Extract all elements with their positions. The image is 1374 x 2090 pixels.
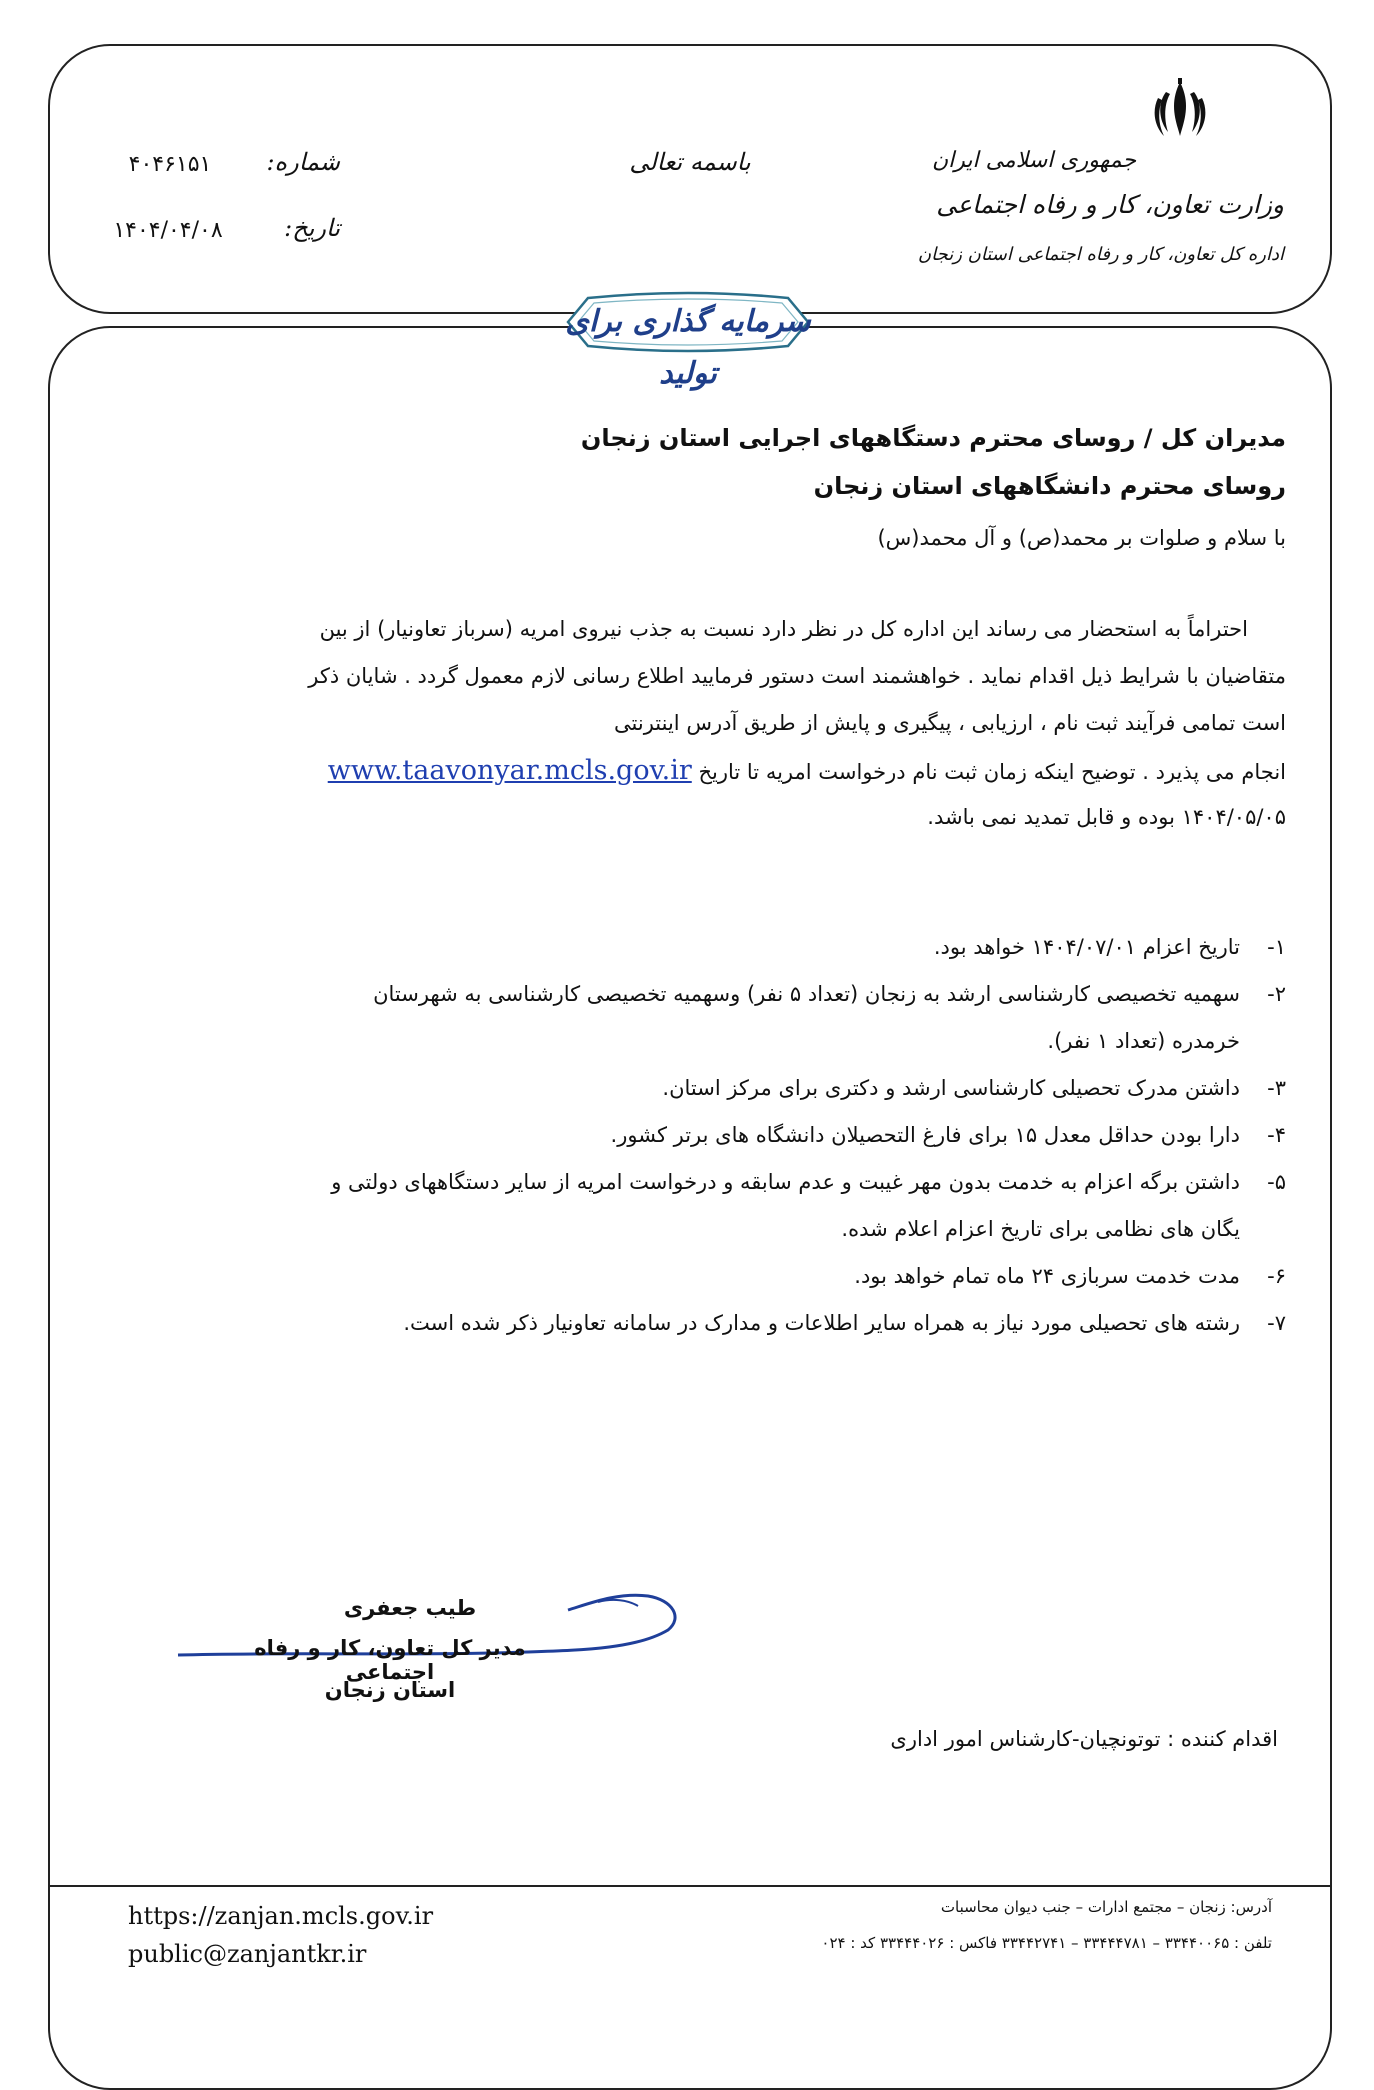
main-paragraph bbox=[86, 606, 1286, 841]
letter-date-label: تاریخ: bbox=[284, 214, 340, 242]
condition-number: ۲- bbox=[1267, 982, 1286, 1006]
paragraph-line-4 bbox=[86, 747, 1286, 794]
condition-text: دارا بودن حداقل معدل ۱۵ برای فارغ التحصیلان دانشگاه های برتر کشور. bbox=[610, 1123, 1240, 1147]
paragraph-line-5: ۱۴۰۴/۰۵/۰۵ بوده و قابل تمدید نمی باشد. bbox=[927, 805, 1286, 829]
letter-date-value: ۱۴۰۴/۰۴/۰۸ bbox=[113, 218, 223, 243]
condition-number: ۷- bbox=[1267, 1311, 1286, 1335]
addressee-line-1: مدیران کل / روسای محترم دستگاههای اجرایی استان زنجان bbox=[580, 424, 1286, 452]
condition-number: ۵- bbox=[1267, 1170, 1286, 1194]
registration-url-link[interactable]: www.taavonyar.mcls.gov.ir bbox=[327, 755, 692, 786]
condition-text: تاریخ اعزام ۱۴۰۴/۰۷/۰۱ خواهد بود. bbox=[933, 935, 1240, 959]
footer-phones: تلفن : ۳۳۴۴۰۰۶۵ – ۳۳۴۴۴۷۸۱ – ۳۳۴۴۲۷۴۱ فاکس : ۳۳۴۴۴۰۲۶ کد : ۰۲۴ bbox=[821, 1934, 1272, 1952]
condition-text: مدت خدمت سربازی ۲۴ ماه تمام خواهد بود. bbox=[854, 1264, 1240, 1288]
condition-text: داشتن برگه اعزام به خدمت بدون مهر غیبت و عدم سابقه و درخواست امریه از سایر دستگاههای دولتی و bbox=[331, 1170, 1240, 1194]
condition-item bbox=[86, 1112, 1286, 1159]
footer-website[interactable]: https://zanjan.mcls.gov.ir bbox=[128, 1902, 434, 1930]
gov-line-1: جمهوری اسلامی ایران bbox=[931, 148, 1137, 173]
condition-item bbox=[86, 924, 1286, 971]
footer-address: آدرس: زنجان – مجتمع ادارات – جنب دیوان محاسبات bbox=[940, 1898, 1272, 1916]
letter-number-value: ۴۰۴۶۱۵۱ bbox=[128, 152, 212, 177]
condition-item bbox=[86, 1253, 1286, 1300]
condition-text: سهمیه تخصیصی کارشناسی ارشد به زنجان (تعداد ۵ نفر) وسهمیه تخصیصی کارشناسی به شهرستان bbox=[373, 982, 1240, 1006]
letter-number-label: شماره: bbox=[266, 148, 340, 176]
iran-emblem-icon bbox=[1150, 76, 1210, 146]
condition-item bbox=[86, 1159, 1286, 1253]
slogan-text: سرمایه گذاری برای تولید bbox=[565, 304, 811, 391]
paragraph-line-4-text: انجام می پذیرد . توضیح اینکه زمان ثبت نام درخواست امریه تا تاریخ bbox=[698, 760, 1286, 784]
conditions-list bbox=[86, 924, 1286, 1347]
gov-line-2: وزارت تعاون، کار و رفاه اجتماعی bbox=[936, 190, 1284, 219]
condition-number: ۳- bbox=[1267, 1076, 1286, 1100]
condition-number: ۱- bbox=[1267, 935, 1286, 959]
condition-item bbox=[86, 1300, 1286, 1347]
condition-number: ۴- bbox=[1267, 1123, 1286, 1147]
condition-text: خرمدره (تعداد ۱ نفر). bbox=[1047, 1029, 1240, 1053]
gov-line-3: اداره کل تعاون، کار و رفاه اجتماعی استان زنجان bbox=[917, 244, 1284, 265]
footer-email[interactable]: public@zanjantkr.ir bbox=[128, 1940, 367, 1968]
condition-text: یگان های نظامی برای تاریخ اعزام اعلام شده. bbox=[841, 1217, 1240, 1241]
header-frame bbox=[48, 44, 1332, 314]
signatory-province: استان زنجان bbox=[324, 1678, 456, 1702]
footer-divider bbox=[48, 1885, 1330, 1887]
condition-item bbox=[86, 1065, 1286, 1112]
paragraph-line-2: متقاضیان با شرایط ذیل اقدام نماید . خواهشمند است دستور فرمایید اطلاع رسانی لازم معمول گردد . شایان ذکر bbox=[308, 664, 1286, 688]
signatory-title: مدیر کل تعاون، کار و رفاه اجتماعی bbox=[254, 1636, 526, 1684]
bismillah: باسمه تعالی bbox=[629, 148, 751, 176]
greeting: با سلام و صلوات بر محمد(ص) و آل محمد(س) bbox=[877, 526, 1286, 550]
action-by: اقدام کننده : توتونچیان-کارشناس امور اداری bbox=[890, 1727, 1278, 1751]
condition-text: رشته های تحصیلی مورد نیاز به همراه سایر اطلاعات و مدارک در سامانه تعاونیار ذکر شده است. bbox=[403, 1311, 1240, 1335]
signatory-name: طیب جعفری bbox=[343, 1596, 477, 1620]
condition-item bbox=[86, 971, 1286, 1065]
paragraph-line-1: احتراماً به استحضار می رساند این اداره کل در نظر دارد نسبت به جذب نیروی امریه (سرباز تعاونیار) از بین bbox=[319, 617, 1248, 641]
addressee-line-2: روسای محترم دانشگاههای استان زنجان bbox=[813, 472, 1286, 500]
condition-number: ۶- bbox=[1267, 1264, 1286, 1288]
condition-text: داشتن مدرک تحصیلی کارشناسی ارشد و دکتری برای مرکز استان. bbox=[662, 1076, 1240, 1100]
paragraph-line-3: است تمامی فرآیند ثبت نام ، ارزیابی ، پیگیری و پایش از طریق آدرس اینترنتی bbox=[614, 711, 1286, 735]
